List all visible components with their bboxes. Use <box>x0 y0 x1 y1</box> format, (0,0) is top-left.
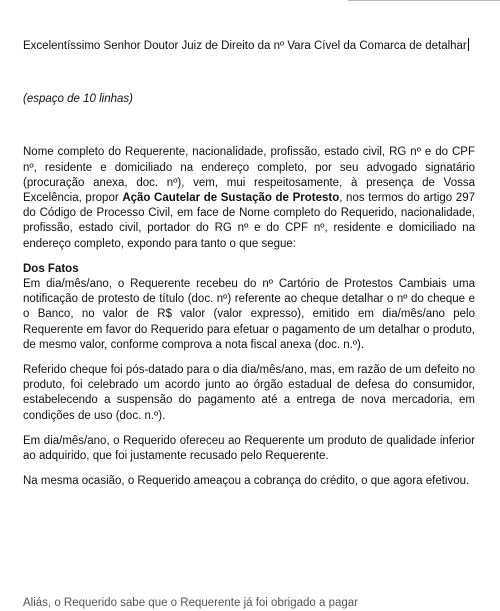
court-address[interactable] <box>23 38 475 54</box>
next-paragraph-cutoff <box>23 592 483 609</box>
spacing-note-text: (espaço de 10 linhas) <box>23 93 133 106</box>
facts-paragraph-4: Na mesma ocasião, o Requerido ameaçou a cobrança do crédito, o que agora efetivou. <box>23 475 470 488</box>
qualification-text-2: , nos termos do artigo 297 do Código de Processo Civil, em face de Nome completo do Requerido, nacionalidade, profissão, estado civil, portador do RG nº e do CPF nº, residente e domiciliado na endereço completo, expondo para tanto o que segue: <box>23 192 475 250</box>
text-cursor <box>468 38 469 51</box>
facts-paragraph-2: Referido cheque foi pós-datado para o dia dia/mês/ano, mas, em razão de um defeito no produto, foi celebrado um acordo junto ao órgão estadual de defesa do consumidor, estabelecendo a suspensão do pagamento até a entrega de nova mercadoria, em condições de uso (doc. n.º). <box>23 364 475 422</box>
qualification-paragraph <box>23 145 475 251</box>
facts-heading: Dos Fatos <box>23 262 79 275</box>
facts-paragraph-3: Em dia/mês/ano, o Requerido ofereceu ao Requerente um produto de qualidade inferior ao adquirido, que foi justamente recusado pelo Requerente. <box>23 434 475 463</box>
spacing-note <box>23 92 475 107</box>
document-page <box>23 38 475 499</box>
next-paragraph-text: Aliás, o Requerido sabe que o Requerente já foi obrigado a pagar <box>23 597 359 609</box>
qualification-text-1: Nome completo do Requerente, nacionalidade, profissão, estado civil, RG nº e do CPF nº, residente e domiciliado na endereço completo, por seu advogado signatário (procuração anexa, doc. nº), vem, mui respeitosamente, à presença de Vossa Excelência, propor <box>23 146 475 205</box>
court-address-text: Excelentíssimo Senhor Doutor Juiz de Direito da nº Vara Cível da Comarca de detalhar <box>23 40 467 52</box>
action-name: Ação Cautelar de Sustação de Protesto <box>122 192 340 205</box>
page-top-edge <box>348 0 500 1</box>
facts-paragraph-1: Em dia/mês/ano, o Requerente recebeu do nº Cartório de Protestos Cambiais uma notificação de protesto de título (doc. nº) referente ao cheque detalhar o nº do cheque e o Banco, no valor de R$ valor (valor expresso), emitido em dia/mês/ano pelo Requerente em favor do Requerido para efetuar o pagamento de um detalhar o produto, de mesmo valor, conforme comprova a nota fiscal anexa (doc. n.º). <box>23 278 475 351</box>
